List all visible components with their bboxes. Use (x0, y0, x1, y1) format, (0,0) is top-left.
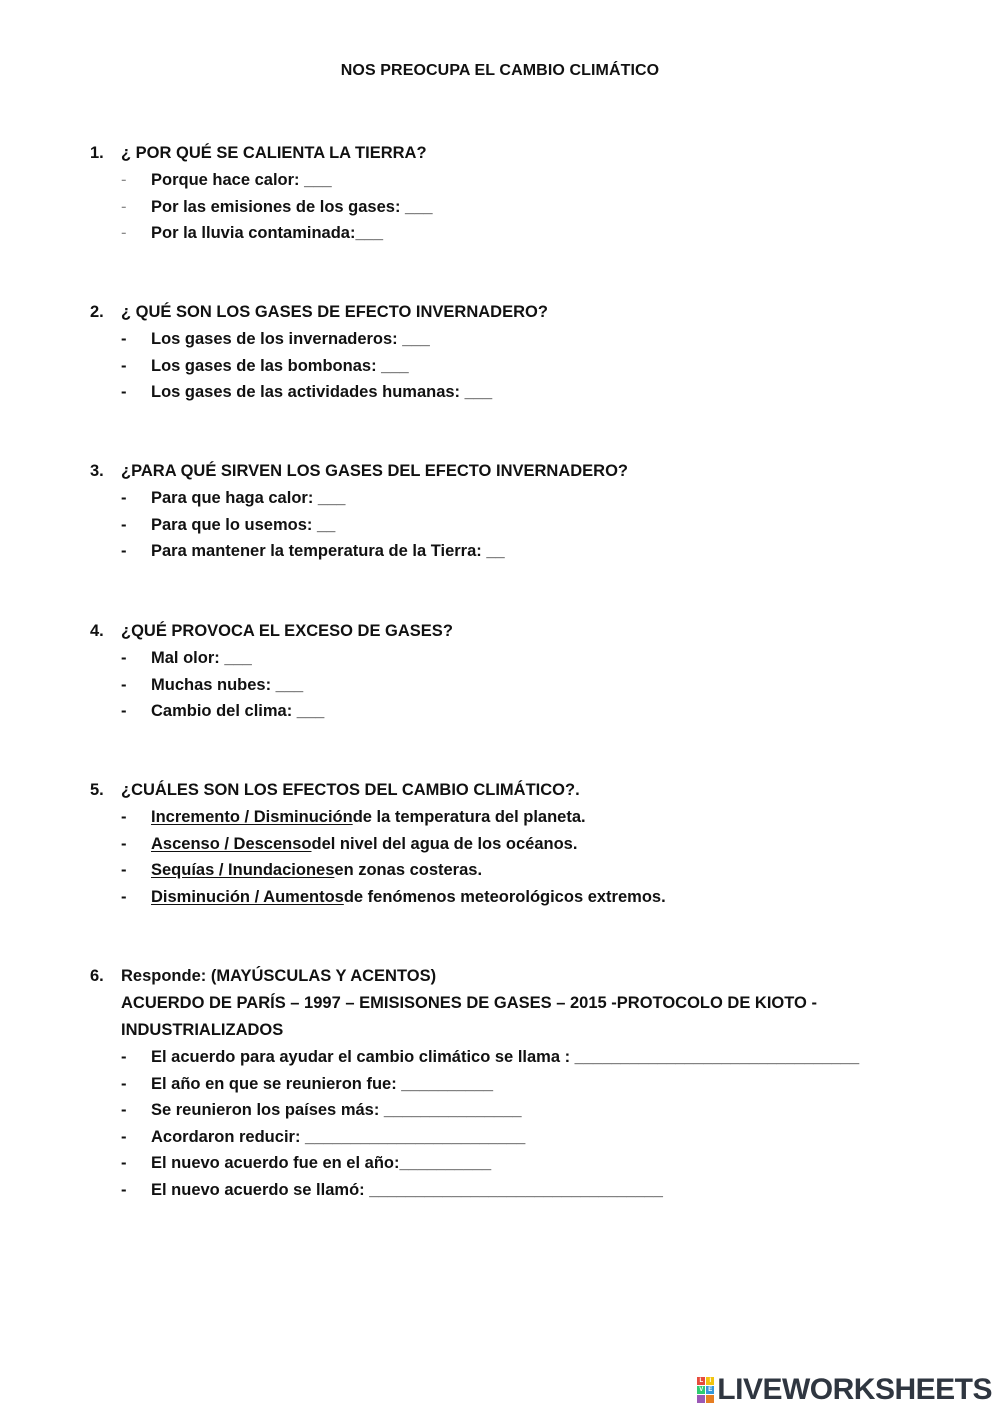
word-bank-line-2: INDUSTRIALIZADOS (121, 1021, 284, 1039)
question-3 (90, 458, 950, 565)
option-item[interactable] (90, 353, 950, 380)
dash-bullet: - (121, 1180, 127, 1199)
dash-bullet: - (121, 489, 127, 507)
option-text: del nivel del agua de los océanos. (311, 834, 578, 853)
dash-bullet: - (121, 1127, 127, 1146)
option-item[interactable] (90, 194, 950, 221)
fill-in-item[interactable] (90, 1124, 950, 1151)
choice-selector[interactable]: Incremento / Disminución (151, 808, 353, 826)
option-text: Los gases de los invernaderos: ___ (151, 330, 430, 348)
dash-bullet: - (121, 702, 127, 720)
option-item (90, 804, 950, 831)
liveworksheets-logo (697, 1373, 992, 1407)
dash-bullet: - (121, 649, 127, 667)
option-item[interactable] (90, 379, 950, 406)
option-text: Por las emisiones de los gases: ___ (151, 197, 433, 216)
option-text: Porque hace calor: ___ (151, 171, 332, 189)
choice-selector[interactable]: Ascenso / Descenso (151, 834, 312, 853)
dash-bullet: - (121, 224, 127, 242)
question-5 (90, 777, 950, 910)
fill-in-item[interactable] (90, 1044, 950, 1071)
dash-bullet: - (121, 542, 127, 560)
option-text: Para mantener la temperatura de la Tierra: __ (151, 542, 505, 560)
option-text: Para que haga calor: ___ (151, 489, 346, 507)
fill-in-text: El nuevo acuerdo fue en el año:__________ (151, 1154, 492, 1172)
option-item (90, 857, 950, 884)
option-item[interactable] (90, 326, 950, 353)
option-list (90, 645, 950, 725)
fill-in-text: Acordaron reducir: ________________________ (151, 1127, 526, 1146)
question-number: 1. (90, 144, 104, 162)
fill-in-item[interactable] (90, 1097, 950, 1124)
dash-bullet: - (121, 834, 127, 853)
question-heading (90, 299, 950, 326)
question-heading (90, 777, 950, 804)
option-item[interactable] (90, 672, 950, 699)
word-bank-line-1: ACUERDO DE PARÍS – 1997 – EMISISONES DE GASES – 2015 -PROTOCOLO DE KIOTO - (121, 994, 817, 1012)
question-number: 3. (90, 462, 104, 480)
choice-selector[interactable]: Sequías / Inundaciones (151, 861, 335, 879)
dash-bullet: - (121, 197, 127, 216)
option-text: Muchas nubes: ___ (151, 675, 304, 694)
fill-in-item[interactable] (90, 1177, 950, 1204)
option-text: Los gases de las actividades humanas: ___ (151, 383, 493, 401)
question-heading (90, 963, 950, 990)
question-number: 6. (90, 967, 104, 985)
question-heading (90, 458, 950, 485)
question-text: ¿PARA QUÉ SIRVEN LOS GASES DEL EFECTO INVERNADERO? (121, 462, 628, 480)
option-item (90, 884, 950, 911)
option-item[interactable] (90, 698, 950, 725)
option-item[interactable] (90, 538, 950, 565)
question-heading (90, 618, 950, 645)
dash-bullet: - (121, 1048, 127, 1066)
question-number: 5. (90, 781, 104, 799)
question-number: 4. (90, 622, 104, 640)
dash-bullet: - (121, 383, 127, 401)
question-text: ¿ QUÉ SON LOS GASES DE EFECTO INVERNADERO? (121, 303, 548, 321)
option-item[interactable] (90, 645, 950, 672)
question-text: ¿QUÉ PROVOCA EL EXCESO DE GASES? (121, 622, 453, 640)
dash-bullet: - (121, 808, 127, 826)
question-2 (90, 299, 950, 406)
option-item[interactable] (90, 485, 950, 512)
logo-tile: L (697, 1377, 705, 1385)
dash-bullet: - (121, 887, 127, 906)
dash-bullet: - (121, 330, 127, 348)
dash-bullet: - (121, 861, 127, 879)
logo-mark-icon (697, 1377, 714, 1403)
question-heading (90, 140, 950, 167)
option-text: en zonas costeras. (334, 861, 483, 879)
logo-tile (697, 1395, 705, 1403)
dash-bullet: - (121, 1101, 127, 1119)
fill-in-text: Se reunieron los países más: _______________ (151, 1101, 522, 1119)
choice-selector[interactable]: Disminución / Aumentos (151, 887, 344, 906)
fill-in-item[interactable] (90, 1071, 950, 1098)
question-6 (90, 963, 950, 1203)
question-text: ¿ POR QUÉ SE CALIENTA LA TIERRA? (121, 144, 427, 162)
question-text: ¿CUÁLES SON LOS EFECTOS DEL CAMBIO CLIMÁTICO?. (121, 781, 580, 799)
option-text: Los gases de las bombonas: ___ (151, 356, 409, 375)
logo-tile: E (708, 1387, 713, 1393)
option-text: de la temperatura del planeta. (352, 808, 586, 826)
logo-tile (706, 1395, 714, 1403)
option-list (90, 804, 950, 910)
question-4 (90, 618, 950, 725)
option-item[interactable] (90, 220, 950, 247)
option-text: Para que lo usemos: __ (151, 515, 336, 534)
fill-in-text: El nuevo acuerdo se llamó: ________________________________ (151, 1180, 663, 1199)
option-list (90, 1044, 950, 1203)
option-item[interactable] (90, 167, 950, 194)
option-item[interactable] (90, 512, 950, 539)
question-text: Responde: (MAYÚSCULAS Y ACENTOS) (121, 967, 437, 985)
option-list (90, 485, 950, 565)
option-list (90, 167, 950, 247)
option-item (90, 831, 950, 858)
dash-bullet: - (121, 515, 127, 534)
dash-bullet: - (121, 1154, 127, 1172)
option-text: Mal olor: ___ (151, 649, 252, 667)
fill-in-text: El acuerdo para ayudar el cambio climático se llama : _______________________________ (151, 1048, 860, 1066)
dash-bullet: - (121, 675, 127, 694)
option-text: Cambio del clima: ___ (151, 702, 325, 720)
option-list (90, 326, 950, 406)
question-1 (90, 140, 950, 247)
option-text: Por la lluvia contaminada:___ (151, 224, 383, 242)
logo-text: LIVEWORKSHEETS (717, 1373, 992, 1406)
logo-tile: V (699, 1387, 704, 1393)
dash-bullet: - (121, 356, 127, 375)
fill-in-text: El año en que se reunieron fue: __________ (151, 1074, 494, 1093)
question-number: 2. (90, 303, 104, 321)
dash-bullet: - (121, 1074, 127, 1093)
logo-tile: I (706, 1377, 714, 1385)
fill-in-item[interactable] (90, 1150, 950, 1177)
page-title: NOS PREOCUPA EL CAMBIO CLIMÁTICO (340, 62, 660, 79)
option-text: de fenómenos meteorológicos extremos. (343, 887, 666, 906)
dash-bullet: - (121, 171, 127, 189)
